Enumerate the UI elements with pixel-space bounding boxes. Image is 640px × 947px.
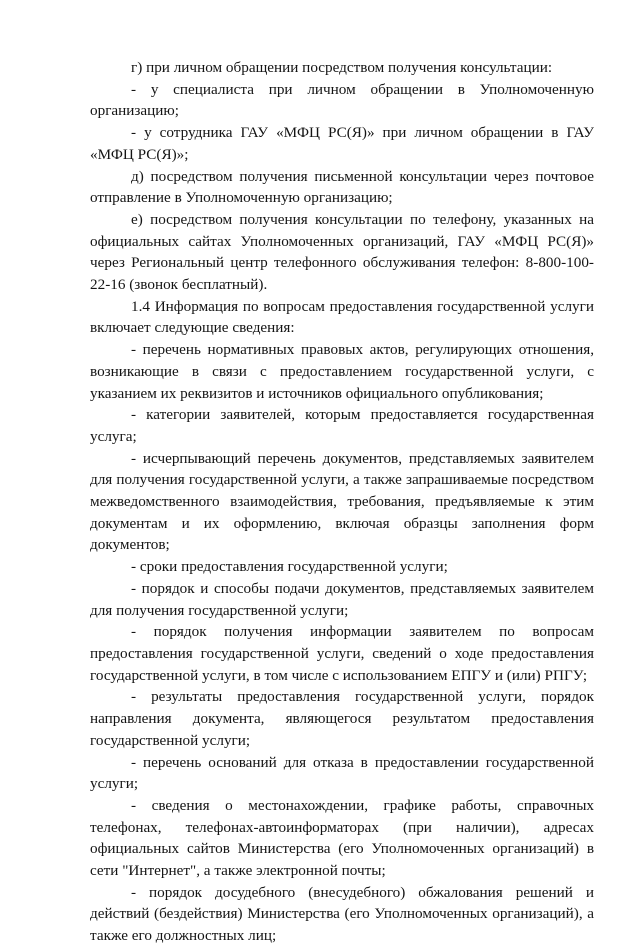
paragraph-information-procedure: - порядок получения информации заявителем по вопросам предоставления государственной услуги, сведений о ходе предоставления государственной услуги, в том числе с использованием ЕПГУ и (или) РПГУ; [90,623,594,684]
document-page [90,57,594,947]
paragraph-consultation-personal: г) при личном обращении посредством получения консультации: [131,59,553,76]
paragraph-service-deadlines: - сроки предоставления государственной услуги; [131,558,448,576]
paragraph-submission-methods: - порядок и способы подачи документов, представляемых заявителем для получения государственной услуги; [90,579,594,619]
paragraph-service-results: - результаты предоставления государственной услуги, порядок направления документа, являющегося результатом предоставления государственной услуги; [90,688,594,749]
paragraph-applicant-categories: - категории заявителей, которым предоставляется государственная услуга; [90,406,594,445]
paragraph-written-consultation: д) посредством получения письменной консультации через почтовое отправление в Уполномоченную организацию; [90,167,594,207]
paragraph-specialist: - у специалиста при личном обращении в Уполномоченную организацию; [90,80,594,120]
paragraph-documents-list: - исчерпывающий перечень документов, представляемых заявителем для получения государственной услуги, а также запрашиваемые посредством межведомственного взаимодействия, требования, предъявляемые к этим документам и их оформлению, включая образцы заполнения форм документов; [90,449,594,554]
paragraph-appeal-procedure: - порядок досудебного (внесудебного) обжалования решений и действий (бездействия) Министерства (его Уполномоченных организаций), а также его должностных лиц; [90,883,594,945]
paragraph-contact-info: - сведения о местонахождении, графике работы, справочных телефонах, телефонах-автоинформаторах (при наличии), адресах официальных сайтов Министерства (его Уполномоченных организаций) в сети "Интернет", а также электронной почты; [90,796,594,880]
paragraph-mfc-employee: - у сотрудника ГАУ «МФЦ РС(Я)» при личном обращении в ГАУ «МФЦ РС(Я)»; [90,124,594,163]
paragraph-section-1-4: 1.4 Информация по вопросам предоставления государственной услуги включает следующие сведения: [90,297,594,337]
paragraph-legal-acts: - перечень нормативных правовых актов, регулирующих отношения, возникающие в связи с предоставлением государственной услуги, с указанием их реквизитов и источников официального опубликования; [90,341,594,402]
paragraph-phone-consultation: е) посредством получения консультации по телефону, указанных на официальных сайтах Уполномоченных организаций, ГАУ «МФЦ РС(Я)» через Региональный центр телефонного обслуживания телефон: 8-800-100-22-16 (звонок бесплатный). [90,210,594,294]
paragraph-refusal-grounds: - перечень оснований для отказа в предоставлении государственной услуги; [90,753,594,793]
